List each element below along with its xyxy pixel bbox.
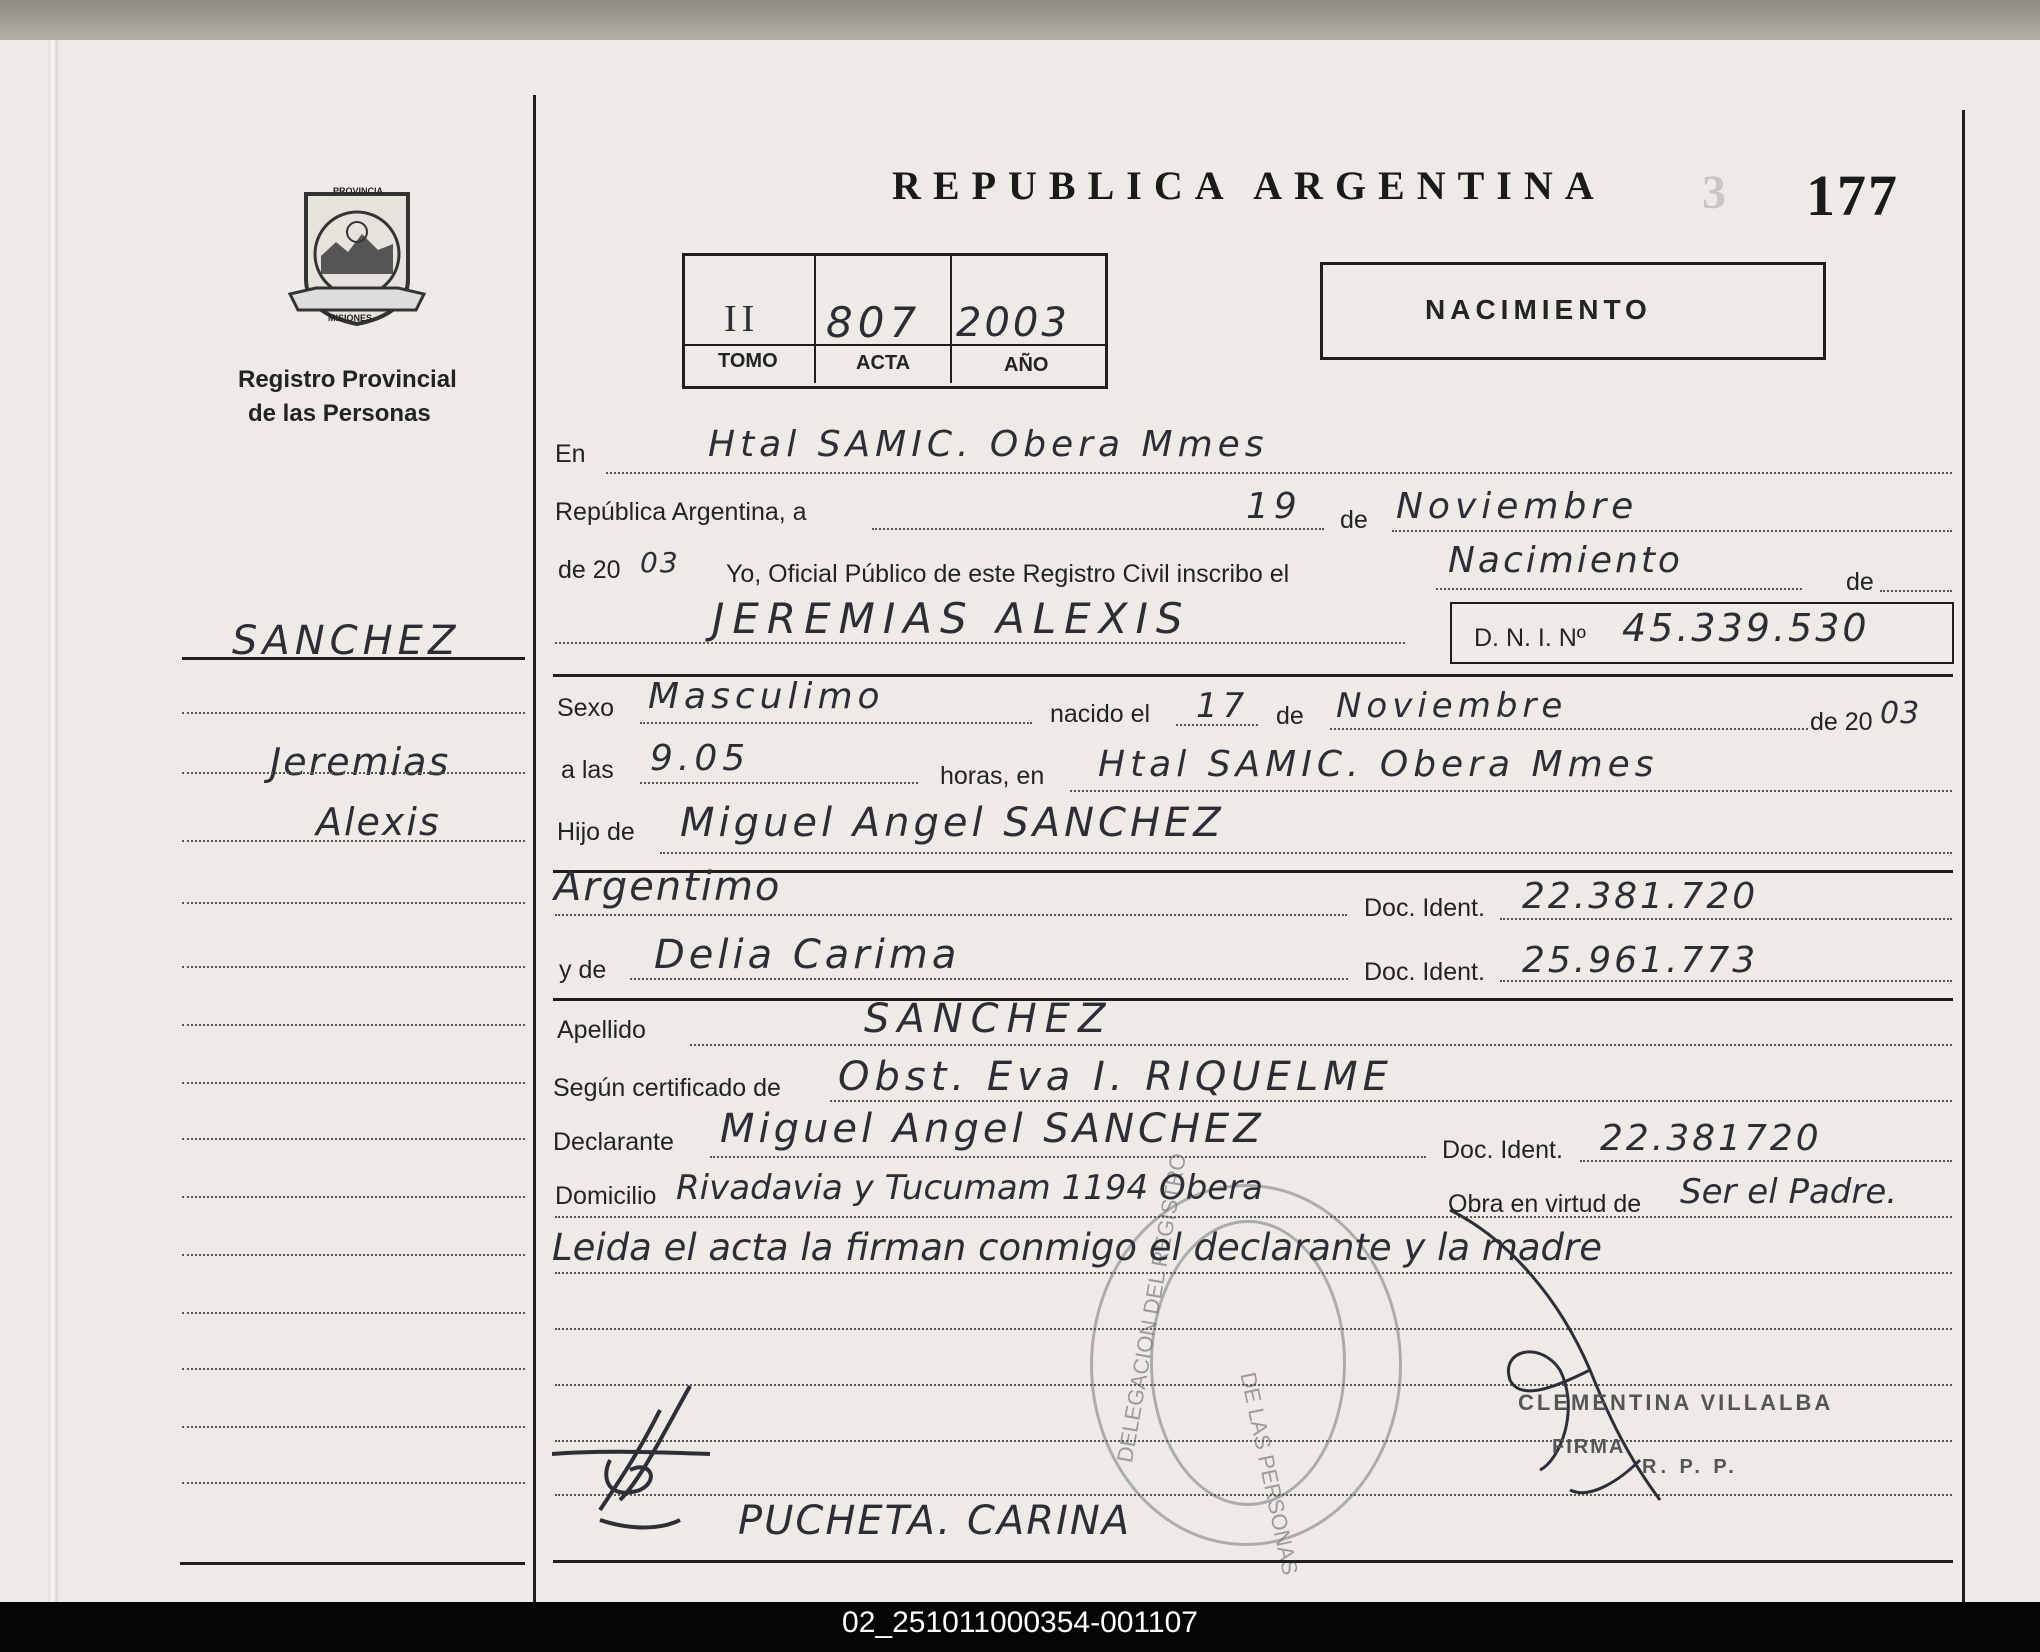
full-name-line: [555, 642, 1405, 644]
declarante-label: Declarante: [553, 1128, 674, 1156]
act-type-line: [1436, 588, 1802, 590]
blank-line: [555, 1494, 1952, 1496]
year-prefix-label: de 20: [558, 556, 621, 584]
margin-line: [182, 902, 525, 904]
apellido-value: SANCHEZ: [864, 996, 1114, 1042]
segun-label: Según certificado de: [553, 1074, 781, 1102]
day-value: 19: [1246, 486, 1302, 527]
record-divider-2: [950, 256, 952, 383]
de-label-2: de: [1846, 568, 1874, 596]
sexo-label: Sexo: [557, 694, 614, 722]
misiones-seal: [286, 184, 428, 330]
birth-day-value: 17: [1196, 686, 1250, 726]
domicilio-value: Rivadavia y Tucumam 1194 Obera: [676, 1168, 1264, 1208]
domicilio-label: Domicilio: [555, 1182, 657, 1210]
yde-label: y de: [559, 956, 607, 984]
blank-line: [555, 1440, 1952, 1442]
official-office: R. P. P.: [1642, 1456, 1738, 1478]
blank-line: [555, 1328, 1952, 1330]
certificado-value: Obst. Eva I. RIQUELME: [838, 1054, 1393, 1100]
mother-line: [630, 978, 1348, 980]
apellido-label: Apellido: [557, 1016, 646, 1044]
stamp-text-right: DE LAS PERSONAS: [1235, 1370, 1303, 1578]
father-doc-label: Doc. Ident.: [1364, 894, 1485, 922]
father-doc-line: [1500, 918, 1952, 920]
birth-place-line: [1070, 790, 1952, 792]
margin-line: [182, 1312, 525, 1314]
hour-value: 9.05: [650, 738, 751, 779]
left-column-divider: [533, 95, 536, 1602]
year-suffix: 03: [640, 546, 680, 579]
father-value: Miguel Angel SANCHEZ: [680, 800, 1225, 846]
de-line: [1880, 590, 1952, 592]
dni-label: D. N. I. Nº: [1474, 624, 1586, 652]
signer-name: PUCHETA. CARINA: [738, 1498, 1132, 1544]
declarante-doc-line: [1580, 1160, 1952, 1162]
horas-label: horas, en: [940, 762, 1045, 790]
blank-line: [555, 1384, 1952, 1386]
stamp-text-left: DELEGACION DEL REGISTRO: [1112, 1151, 1192, 1465]
apellido-line: [690, 1044, 1952, 1046]
document-title: REPUBLICA ARGENTINA: [892, 163, 1606, 208]
obra-value: Ser el Padre.: [1680, 1172, 1898, 1212]
declarante-doc-label: Doc. Ident.: [1442, 1136, 1563, 1164]
birth-month-value: Noviembre: [1336, 686, 1568, 726]
leida-line: [555, 1272, 1952, 1274]
de-label: de: [1340, 506, 1368, 534]
mother-value: Delia Carima: [654, 932, 961, 978]
alas-label: a las: [561, 756, 614, 784]
section-rule-3: [553, 998, 1953, 1001]
birth-year-label: de 20: [1810, 708, 1873, 736]
official-name: CLEMENTINA VILLALBA: [1518, 1390, 1834, 1415]
hijo-label: Hijo de: [557, 818, 635, 846]
margin-line: [182, 1138, 525, 1140]
nationality-line: [555, 914, 1347, 916]
mother-doc-line: [1500, 980, 1952, 982]
margin-line: [182, 772, 525, 774]
father-nationality-value: Argentimo: [554, 864, 782, 910]
ano-value: 2003: [956, 300, 1070, 346]
record-divider-1: [814, 256, 816, 383]
margin-rule-bottom: [180, 1562, 525, 1565]
father-line: [660, 852, 1952, 854]
margin-line: [182, 1482, 525, 1484]
ano-label: AÑO: [1004, 354, 1049, 376]
obra-label: Obra en virtud de: [1448, 1190, 1642, 1218]
nacido-label: nacido el: [1050, 700, 1151, 728]
republica-label: República Argentina, a: [555, 498, 807, 526]
right-border: [1962, 110, 1965, 1602]
file-id: 02_251011000354-001107: [842, 1606, 1198, 1639]
mother-doc-value: 25.961.773: [1522, 940, 1759, 981]
official-role: FIRMA: [1552, 1436, 1626, 1458]
section-rule-bottom: [553, 1560, 1953, 1563]
act-type-value: Nacimiento: [1448, 540, 1683, 581]
day-line: [872, 528, 1324, 530]
full-name-value: JEREMIAS ALEXIS: [712, 594, 1191, 643]
father-doc-value: 22.381.720: [1522, 876, 1759, 917]
seal-bottom-text: MISIONES: [328, 313, 373, 323]
margin-line: [182, 1426, 525, 1428]
serial-faint: 3: [1702, 166, 1726, 219]
oficial-text: Yo, Oficial Público de este Registro Civil inscribo el: [726, 560, 1290, 588]
seal-top-text: PROVINCIA: [333, 186, 384, 196]
certificado-line: [830, 1100, 1952, 1102]
birth-month-line: [1330, 728, 1808, 730]
en-label: En: [555, 440, 586, 468]
sexo-value: Masculimo: [648, 676, 885, 717]
act-type-label: NACIMIENTO: [1425, 294, 1652, 325]
domicilio-line: [555, 1216, 1952, 1218]
tomo-value: II: [724, 298, 760, 340]
margin-first-name: Jeremias: [270, 740, 451, 784]
registry-name-line2: de las Personas: [248, 400, 431, 427]
declarante-value: Miguel Angel SANCHEZ: [720, 1106, 1265, 1152]
margin-line: [182, 1254, 525, 1256]
serial-number: 177: [1806, 163, 1899, 228]
month-value: Noviembre: [1396, 486, 1639, 527]
declarant-signature: [540, 1380, 740, 1540]
margin-line: [182, 1368, 525, 1370]
acta-label: ACTA: [856, 352, 911, 374]
mother-doc-label: Doc. Ident.: [1364, 958, 1485, 986]
birth-day-line: [1176, 724, 1258, 726]
tomo-label: TOMO: [718, 350, 778, 372]
margin-line: [182, 840, 525, 842]
page-binding: [48, 40, 58, 1602]
month-line: [1392, 530, 1952, 532]
margin-line: [182, 966, 525, 968]
sexo-line: [640, 722, 1032, 724]
declarante-doc-value: 22.381720: [1600, 1118, 1822, 1159]
birth-place-value: Htal SAMIC. Obera Mmes: [1098, 744, 1659, 785]
margin-line: [182, 712, 525, 714]
margin-line: [182, 1024, 525, 1026]
margin-line: [182, 1082, 525, 1084]
birth-year-suffix: 03: [1880, 696, 1921, 731]
margin-line: [182, 1196, 525, 1198]
de-label-3: de: [1276, 702, 1304, 730]
place-value: Htal SAMIC. Obera Mmes: [708, 424, 1269, 465]
declarante-line: [710, 1156, 1426, 1158]
registry-name-line1: Registro Provincial: [238, 366, 457, 393]
margin-second-name: Alexis: [316, 800, 441, 844]
acta-value: 807: [826, 298, 922, 347]
dni-value: 45.339.530: [1622, 606, 1870, 650]
hour-line: [640, 782, 918, 784]
margin-surname: SANCHEZ: [232, 618, 461, 664]
leida-text: Leida el acta la firman conmigo el declarante y la madre: [552, 1226, 1603, 1269]
en-line: [606, 472, 1952, 474]
